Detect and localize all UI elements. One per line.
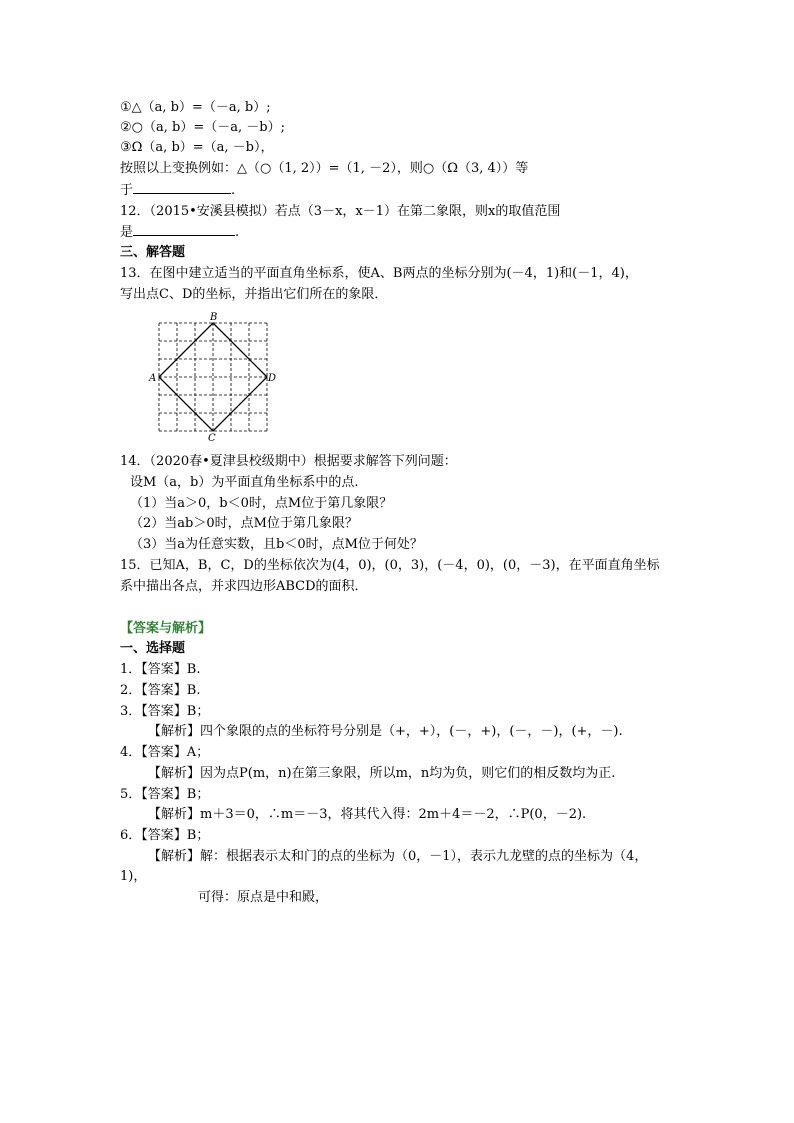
answer-blank [133,223,235,236]
q14-intro: 设M（a，b）为平面直角坐标系中的点. [130,475,359,490]
answer-4-explanation: 【解析】因为点P(m，n)在第三象限，所以m，n均为负，则它们的相反数均为正. [148,766,616,781]
answer-blank [133,181,231,194]
label-b: B [210,312,218,323]
q14-sub3: （3）当a为任意实数，且b＜0时，点M位于何处？ [130,537,423,552]
q12-answer-line [120,223,239,241]
answer-3: 3．【答案】B； [120,704,210,719]
rule-circle: ②○（a, b）=（－a, －b）; [120,120,285,135]
q15-line2: 系中描出各点，并求四边形ABCD的面积． [120,579,368,594]
answer-4: 4．【答案】A； [120,745,210,760]
example-tail-prefix: 于 [120,183,134,198]
q12-tail-prefix: 是 [120,225,134,240]
answer-5-explanation: 【解析】m＋3＝0，∴m＝－3，将其代入得：2m＋4＝－2，∴P(0，－2). [148,807,587,822]
label-a: A [149,373,157,384]
answer-6-explanation-line2: 1)， [120,869,147,884]
q12-text: 12．（2015•安溪县模拟）若点（3－x，x－1）在第二象限，则x的取值范围 [120,204,561,219]
label-d: D [268,373,277,384]
q13-grid-figure [148,310,277,444]
q14-sub2: （2）当ab＞0时，点M位于第几象限？ [130,516,358,531]
answer-2: 2．【答案】B. [120,683,201,698]
label-c: C [208,433,216,444]
answer-6-explanation-line3: 可得：原点是中和殿， [198,890,329,905]
q14-title: 14．（2020春•夏津县校级期中）根据要求解答下列问题： [120,454,457,469]
answer-1: 1．【答案】B. [120,662,201,677]
example-line: 按照以上变换例如：△（○（1, 2））=（1, －2），则○（Ω（3, 4））等 [120,161,529,176]
answer-6-explanation-line1: 【解析】解：根据表示太和门的点的坐标为（0，－1），表示九龙壁的点的坐标为（4， [148,849,648,864]
grid-lines [159,323,267,431]
q12-tail-suffix: . [235,225,240,240]
q15-line1: 15．已知A，B，C，D的坐标依次为(4，0)，(0，3)，(－4，0)，(0，－3)，在平面直角坐标 [120,558,660,573]
example-answer-line [120,181,235,199]
q13-line1: 13．在图中建立适当的平面直角坐标系，使A、B两点的坐标分别为(－4，1)和(－1，4)， [120,266,638,281]
section3-title: 三、解答题 [120,245,186,260]
answer-6: 6．【答案】B； [120,828,210,843]
q13-line2: 写出点C、D的坐标，并指出它们所在的象限． [120,287,388,302]
answers-section1-title: 一、选择题 [120,641,186,656]
rule-omega: ③Ω（a, b）=（a, －b）， [120,140,274,155]
example-tail-suffix: . [231,183,236,198]
q14-sub1: （1）当a＞0，b＜0时，点M位于第几象限？ [130,496,393,511]
answer-5: 5．【答案】B； [120,787,210,802]
rule-triangle: ①△（a, b）=（－a, b）; [120,100,271,115]
answer-3-explanation: 【解析】四个象限的点的坐标符号分别是（+，+），(－，+)，(－，－)，(+，－). [148,724,623,739]
answers-heading: 【答案与解析】 [120,621,212,636]
